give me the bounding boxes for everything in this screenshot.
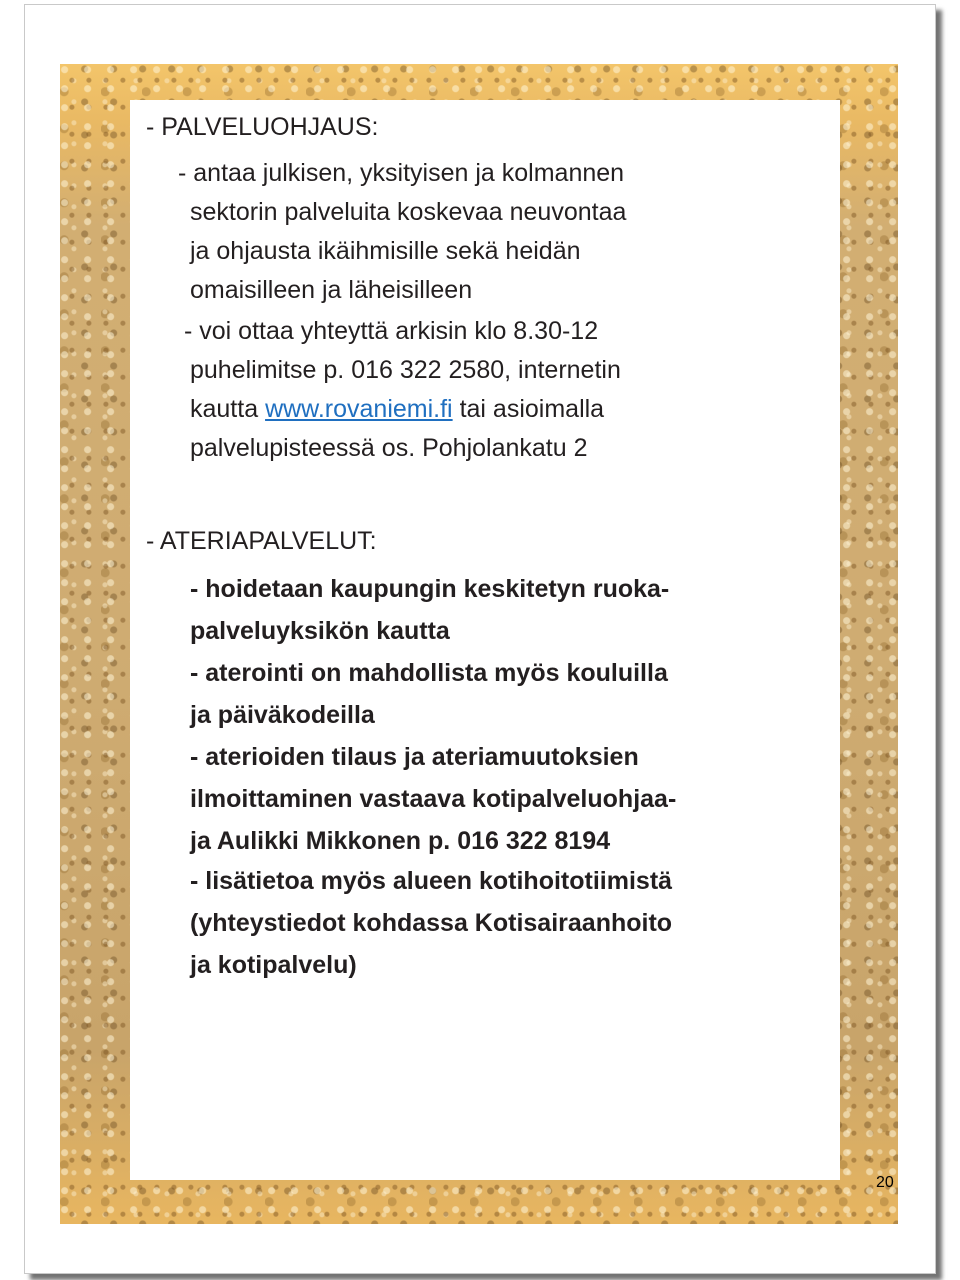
text-line: omaisilleen ja läheisilleen [190,276,473,304]
text-line: ja Aulikki Mikkonen p. 016 322 8194 [190,827,611,855]
paragraph-dining-locations [190,652,830,736]
rovaniemi-website-link[interactable]: www.rovaniemi.fi [265,395,453,423]
text-line: - aterointi on mahdollista myös kouluilla [190,659,668,687]
text-line: - antaa julkisen, yksityisen ja kolmannen [178,159,625,187]
text-line: - aterioiden tilaus ja ateriamuutoksien [190,743,639,771]
page-number: 20 [876,1174,894,1191]
paragraph-meal-orders [190,736,830,862]
text-line: (yhteystiedot kohdassa Kotisairaanhoito [190,909,673,937]
text-line: sektorin palveluita koskevaa neuvontaa [190,198,627,226]
text-line: puhelimitse p. 016 322 2580, internetin [190,356,621,384]
paragraph-meal-service [190,568,830,652]
text-line: ja ohjausta ikäihmisille sekä heidän [190,237,581,265]
paragraph-more-info [190,860,830,986]
paragraph-contact-info [178,312,818,468]
text-line: ja päiväkodeilla [190,701,375,729]
text-line: - hoidetaan kaupungin keskitetyn ruoka- [190,575,670,603]
text-line: ilmoittaminen vastaava kotipalveluohjaa- [190,785,677,813]
text-fragment: tai asioimalla [452,395,605,423]
paragraph-palveluohjaus-description [178,154,818,310]
text-line: - voi ottaa yhteyttä arkisin klo 8.30-12 [184,317,599,345]
content-panel [130,100,840,1180]
text-fragment: kautta [190,395,266,423]
text-line: palvelupisteessä os. Pohjolankatu 2 [190,434,588,462]
text-line: - lisätietoa myös alueen kotihoitotiimistä [190,867,673,895]
heading-palveluohjaus: - PALVELUOHJAUS: [146,113,379,141]
text-line [178,390,818,429]
text-line: ja kotipalvelu) [190,951,357,979]
text-line: palveluyksikön kautta [190,617,450,645]
heading-ateriapalvelut: - ATERIAPALVELUT: [146,527,377,555]
